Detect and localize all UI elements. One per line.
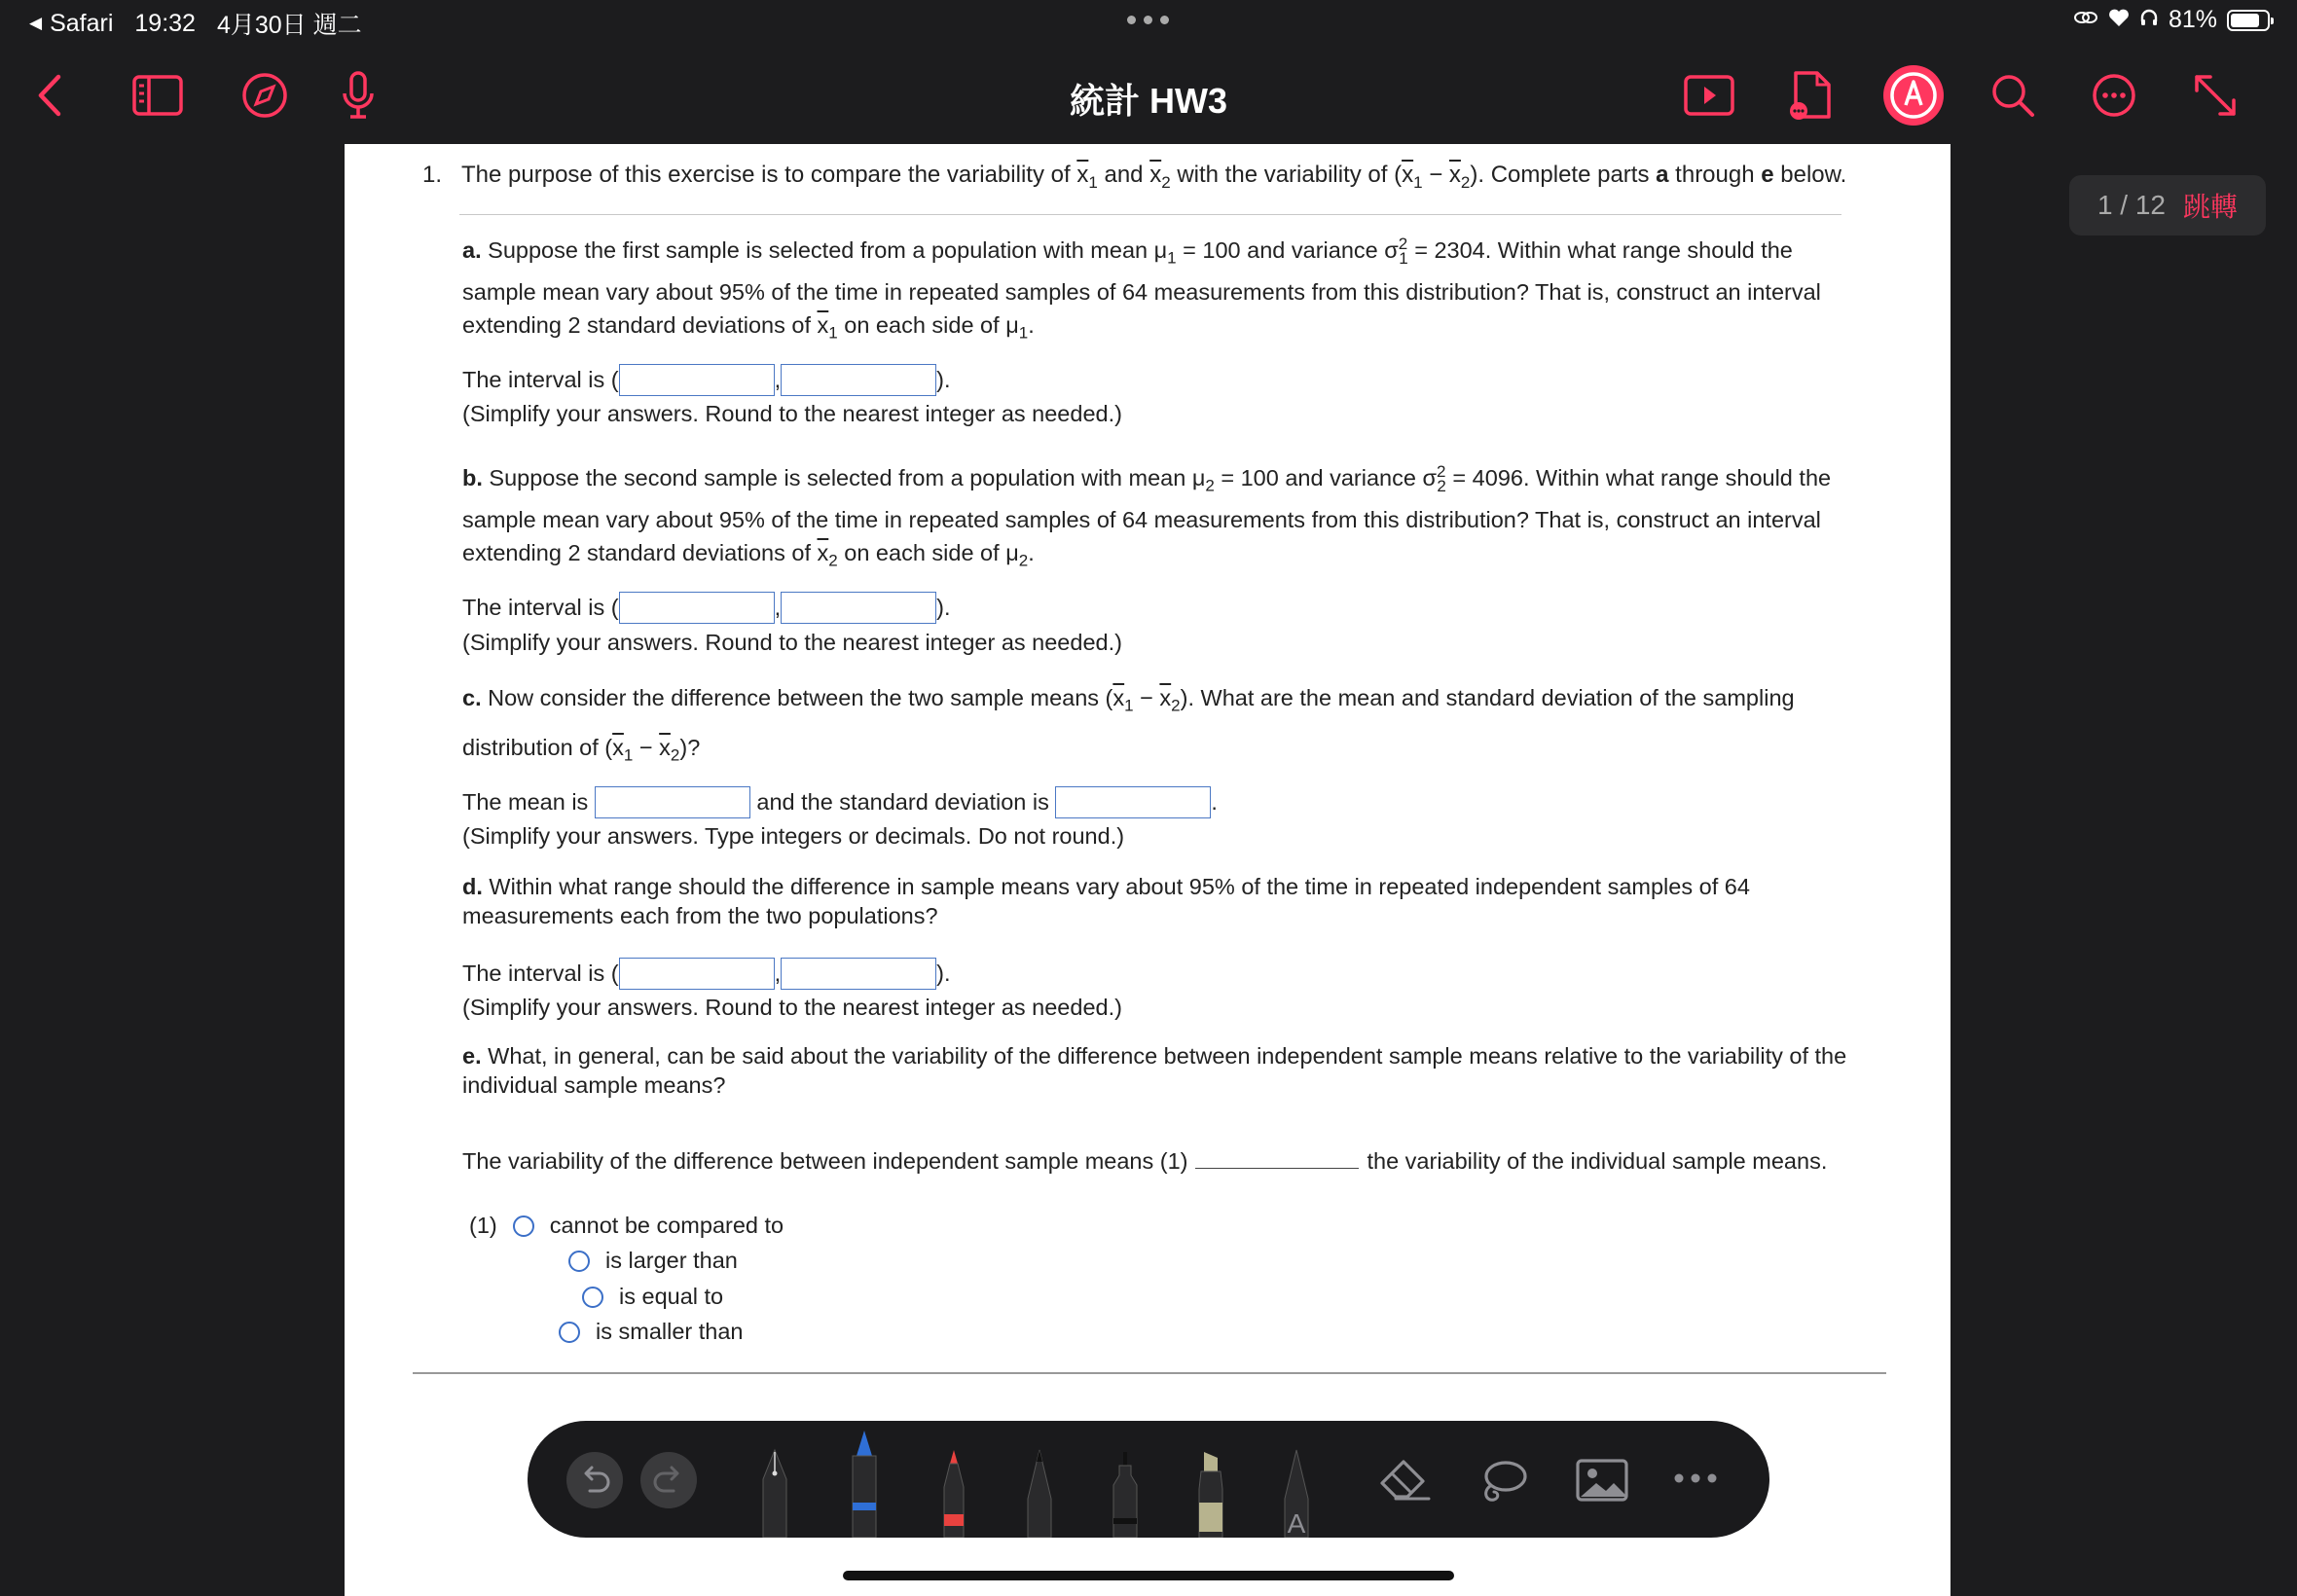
fountain-pen-icon[interactable] [753, 1446, 796, 1538]
part-d-text: d. Within what range should the difference in sample means vary about 95% of the time in repeated independent samples of 64 measurements each from the two populations? [462, 874, 1750, 928]
undo-icon[interactable] [566, 1452, 623, 1508]
screen-mirroring-icon [2073, 6, 2098, 34]
part-c-sd-input[interactable] [1055, 786, 1211, 818]
calligraphy-pen-icon[interactable] [1275, 1448, 1318, 1538]
search-icon[interactable] [1986, 68, 2040, 123]
pen-icon[interactable] [843, 1427, 886, 1538]
option-cannot-be-compared[interactable]: (1) cannot be compared to [469, 1213, 784, 1238]
image-icon[interactable] [1573, 1456, 1631, 1505]
part-e-text: e. What, in general, can be said about the variability of the difference between independent sample means relative to the variability of the individual sample means? [462, 1043, 1847, 1098]
multitasking-dots[interactable] [1127, 16, 1169, 24]
battery-percent: 81% [2168, 6, 2217, 33]
jump-to-page-button[interactable]: 跳轉 [2183, 192, 2239, 222]
marker-icon[interactable] [932, 1448, 975, 1538]
battery-icon [2227, 10, 2270, 31]
home-indicator[interactable] [843, 1571, 1454, 1580]
eraser-icon[interactable] [1376, 1456, 1435, 1505]
part-a-note: (Simplify your answers. Round to the nearest integer as needed.) [462, 401, 1122, 426]
question-number: 1. [422, 162, 443, 188]
highlighter-icon[interactable] [1189, 1450, 1232, 1538]
status-date: 4月30日 週二 [216, 12, 362, 39]
part-d-lower-input[interactable] [619, 958, 775, 990]
part-d-answer: The interval is ( , ). [462, 956, 951, 991]
part-c-note: (Simplify your answers. Type integers or decimals. Do not round.) [462, 823, 1125, 849]
part-e-blank [1195, 1148, 1359, 1169]
part-e-statement: The variability of the difference between independent sample means (1) the variability of the individual sample means. [462, 1148, 1828, 1174]
more-icon[interactable] [1668, 1464, 1723, 1493]
question-header [422, 162, 1846, 193]
part-b-upper-input[interactable] [781, 592, 936, 624]
divider [459, 214, 1841, 215]
part-d-upper-input[interactable] [781, 958, 936, 990]
option-smaller-than[interactable]: is smaller than [559, 1319, 744, 1345]
radio-button[interactable] [513, 1215, 534, 1237]
part-c-answer: The mean is and the standard deviation is . [462, 784, 1218, 819]
page-number: 1 / 12 [2096, 190, 2167, 220]
part-a-upper-input[interactable] [781, 364, 936, 396]
markup-pen-icon[interactable] [1882, 64, 1945, 127]
back-to-app-link[interactable]: ◀ Safari [29, 10, 113, 38]
options-label: (1) [469, 1213, 497, 1238]
heart-icon [2108, 6, 2130, 34]
toolbar [0, 47, 2297, 144]
document-title: 統計 HW3 [1069, 81, 1227, 121]
more-icon[interactable] [2087, 68, 2141, 123]
status-time: 19:32 [134, 9, 196, 37]
divider [413, 1372, 1886, 1374]
document-icon[interactable] [1783, 68, 1838, 123]
play-icon[interactable] [1682, 68, 1736, 123]
part-a-text: a. Suppose the first sample is selected from a population with mean $\mu_1 = 100$ and variance $\sigma^2_1 = 2304$. Within what range should the sample mean vary about 95% of the time in repeated samples of 64 measurements from this distribution? That is, construct an interval extending 2 standard deviations of $\overline{x}_1$ on each side of $\mu_1$. [462, 235, 1821, 343]
radio-button[interactable] [568, 1251, 590, 1272]
page-indicator[interactable] [2069, 175, 2266, 236]
part-b-lower-input[interactable] [619, 592, 775, 624]
option-larger-than[interactable]: is larger than [568, 1248, 738, 1274]
fineliner-icon[interactable] [1104, 1450, 1147, 1538]
expand-icon[interactable] [2188, 68, 2242, 123]
part-d-note: (Simplify your answers. Round to the nearest integer as needed.) [462, 995, 1122, 1020]
option-equal-to[interactable]: is equal to [582, 1284, 723, 1310]
part-b-text: b. Suppose the second sample is selected from a population with mean $\mu_2 = 100$ and variance $\sigma^2_2 = 4096$. Within what range should the sample mean vary about 95% of the time in repeated samples of 64 measurements from this distribution? That is, construct an interval extending 2 standard deviations of $\overline{x}_2$ on each side of $\mu_2$. [462, 462, 1832, 570]
redo-icon[interactable] [640, 1452, 697, 1508]
radio-button[interactable] [559, 1322, 580, 1343]
part-b-answer: The interval is ( , ). [462, 590, 951, 625]
part-b-note: (Simplify your answers. Round to the nearest integer as needed.) [462, 630, 1122, 655]
part-a-answer: The interval is ( , ). [462, 362, 951, 397]
document-page [345, 144, 1951, 1596]
part-c-text: c. Now consider the difference between the two sample means $(\overline{x}_1 - \overline{x}_2)$. What are the mean and standard deviation of the sampling distribution of $(\overline{x}_1 - \overline{x}_2)$? [462, 685, 1795, 765]
lasso-icon[interactable] [1476, 1456, 1530, 1506]
calligraphy-letter: A [1287, 1508, 1306, 1538]
drawing-palette [528, 1421, 1769, 1538]
part-c-mean-input[interactable] [595, 786, 750, 818]
part-a-lower-input[interactable] [619, 364, 775, 396]
status-bar [0, 0, 2297, 47]
question-intro: The purpose of this exercise is to compare the variability of $\overline{x}_1$ and $\overline{x}_2$ with the variability of $(\overline{x}_1 - \overline{x}_2)$. Complete parts a through e below. [461, 162, 1847, 192]
headphones-icon [2139, 6, 2159, 34]
pencil-icon[interactable] [1018, 1448, 1061, 1538]
radio-button[interactable] [582, 1287, 603, 1308]
